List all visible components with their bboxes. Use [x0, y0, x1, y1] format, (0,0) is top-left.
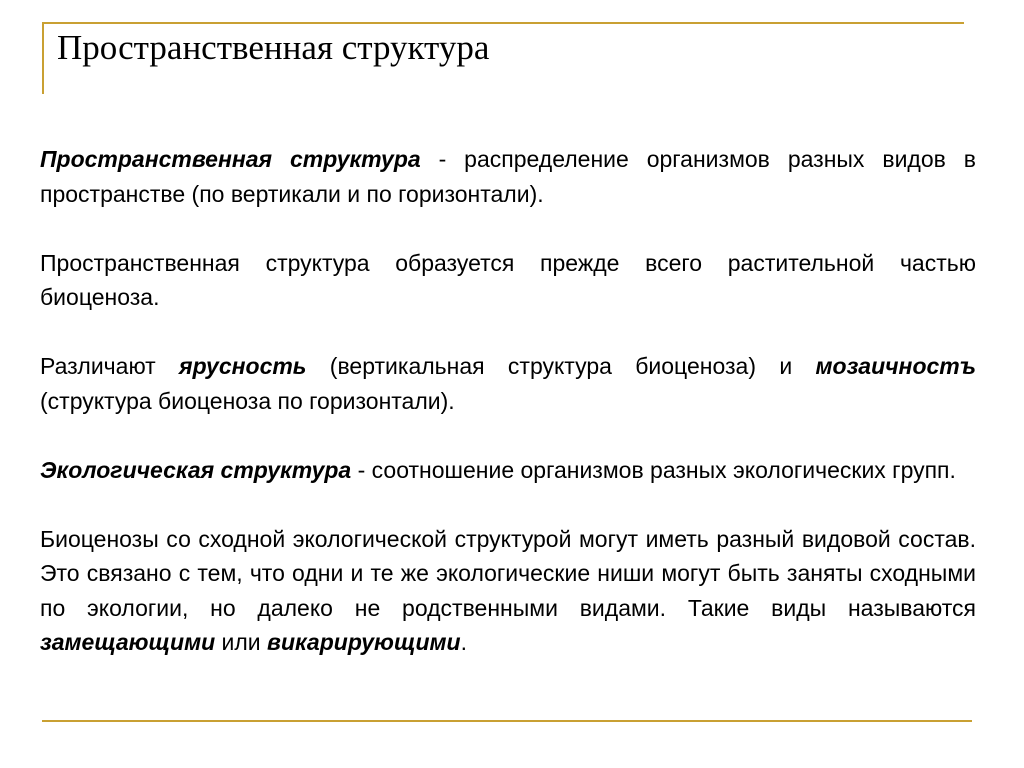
vicarious-lead: Биоценозы со сходной экологической структурой могут иметь разный видовой состав. Это связано с тем, что одни и те же экологические ниши могут быть заняты сходными по экологии, но далеко не родственными видами. Такие виды называются: [40, 525, 976, 621]
definition-text: - распределение организмов разных видов в пространстве (по вертикали и по горизонтали).: [40, 146, 976, 207]
or-connector: или: [215, 629, 268, 655]
closing-period: .: [460, 629, 467, 655]
term-mosaic: мозаичностъ: [815, 353, 976, 379]
paragraph-spatial-structure-definition: [40, 142, 976, 211]
bottom-rule: [42, 720, 972, 722]
distinguish-lead: Различают: [40, 353, 180, 379]
formation-text: Пространственная структура образуется прежде всего растительной частью биоценоза.: [40, 249, 976, 310]
mosaic-explanation: (структура биоценоза по горизонтали).: [40, 387, 455, 414]
paragraph-vicarious-species: [40, 522, 976, 660]
term-ecological-structure: Экологическая структура: [40, 456, 352, 483]
ecological-definition-text: - соотношение организмов разных экологических групп.: [351, 456, 956, 483]
slide-body: [40, 142, 976, 660]
title-frame-left-rule: [42, 22, 44, 94]
term-substituting: замещающими: [40, 629, 216, 655]
slide-title: Пространственная структура: [57, 28, 490, 67]
term-vicarious: викарирующими: [267, 629, 461, 655]
term-spatial-structure: Пространственная структура: [40, 146, 421, 172]
paragraph-layering-mosaic: [40, 349, 976, 418]
paragraph-spatial-structure-formation: [40, 246, 976, 315]
paragraph-ecological-structure-definition: [40, 453, 976, 488]
layering-explanation: (вертикальная структура биоценоза) и: [306, 353, 816, 379]
title-frame-top-rule: [42, 22, 964, 24]
title-frame: [42, 22, 964, 94]
term-layering: ярусность: [179, 353, 307, 379]
